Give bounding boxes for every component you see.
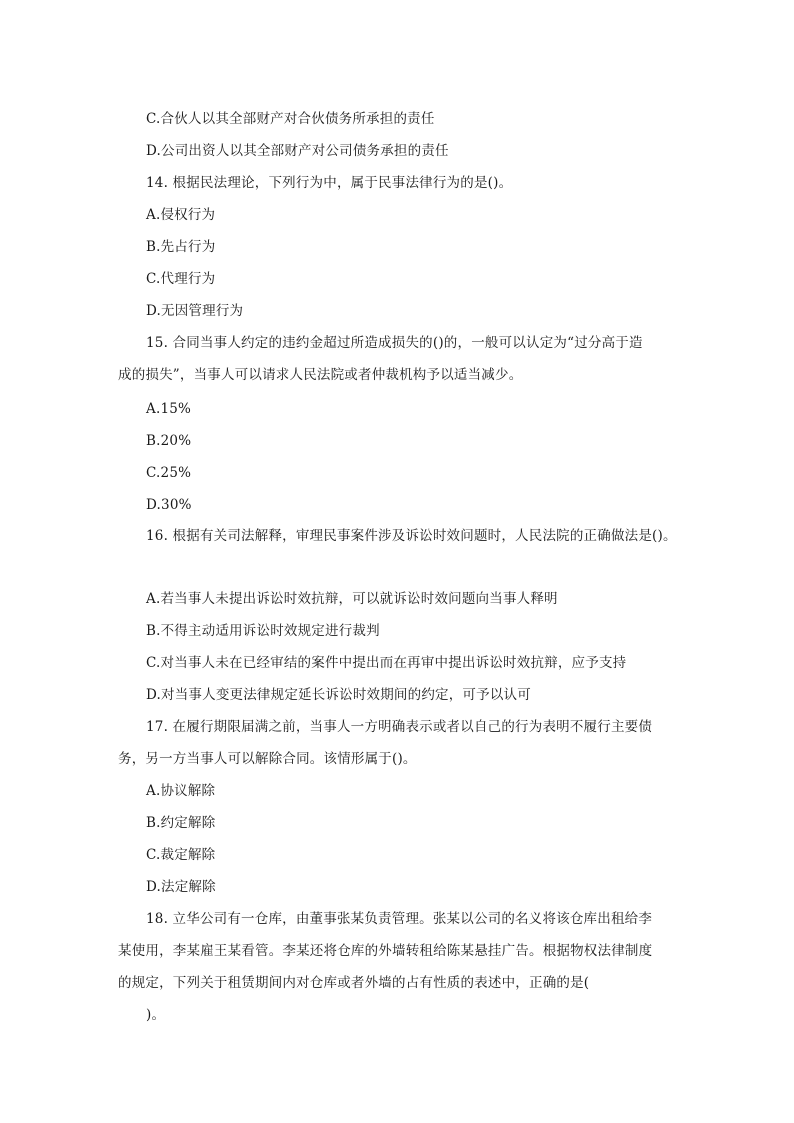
q17-option-b: B.约定解除 (146, 815, 216, 831)
q18-question-line-2: 某使用，李某雇王某看管。李某还将仓库的外墙转租给陈某悬挂广告。根据物权法律制度 (118, 943, 653, 959)
q13-option-c: C.合伙人以其全部财产对合伙债务所承担的责任 (146, 111, 435, 127)
q17-option-a: A.协议解除 (146, 783, 216, 799)
q15-option-b: B.20% (146, 433, 192, 449)
q16-option-a: A.若当事人未提出诉讼时效抗辩，可以就诉讼时效问题向当事人释明 (146, 591, 558, 607)
q16-question: 16. 根据有关司法解释，审理民事案件涉及诉讼时效问题时，人民法院的正确做法是()。 (146, 528, 677, 544)
q15-option-d: D.30% (146, 497, 192, 513)
q14-option-b: B.先占行为 (146, 239, 216, 255)
q15-option-a: A.15% (146, 401, 192, 417)
q13-option-d: D.公司出资人以其全部财产对公司债务承担的责任 (146, 143, 449, 159)
q17-question-line-1: 17. 在履行期限届满之前，当事人一方明确表示或者以自己的行为表明不履行主要债 (146, 719, 653, 735)
q17-option-c: C.裁定解除 (146, 847, 216, 863)
q15-question-line-2: 成的损失”，当事人可以请求人民法院或者仲裁机构予以适当减少。 (118, 367, 523, 383)
q16-option-d: D.对当事人变更法律规定延长诉讼时效期间的约定，可予以认可 (146, 687, 531, 703)
q14-option-d: D.无因管理行为 (146, 303, 244, 319)
q18-question-line-1: 18. 立华公司有一仓库，由董事张某负责管理。张某以公司的名义将该仓库出租给李 (146, 911, 653, 927)
q17-question-line-2: 务，另一方当事人可以解除合同。该情形属于()。 (118, 751, 417, 767)
q16-option-c: C.对当事人未在已经审结的案件中提出而在再审中提出诉讼时效抗辩，应予支持 (146, 655, 627, 671)
q18-question-line-4: )。 (146, 1007, 166, 1023)
q15-option-c: C.25% (146, 465, 192, 481)
q15-question-line-1: 15. 合同当事人约定的违约金超过所造成损失的()的，一般可以认定为“过分高于造 (146, 335, 643, 351)
q14-option-c: C.代理行为 (146, 271, 216, 287)
q17-option-d: D.法定解除 (146, 879, 216, 895)
q14-option-a: A.侵权行为 (146, 207, 216, 223)
q14-question: 14. 根据民法理论，下列行为中，属于民事法律行为的是()。 (146, 175, 513, 191)
q18-question-line-3: 的规定，下列关于租赁期间内对仓库或者外墙的占有性质的表述中，正确的是( (118, 975, 590, 991)
q16-option-b: B.不得主动适用诉讼时效规定进行裁判 (146, 623, 380, 639)
